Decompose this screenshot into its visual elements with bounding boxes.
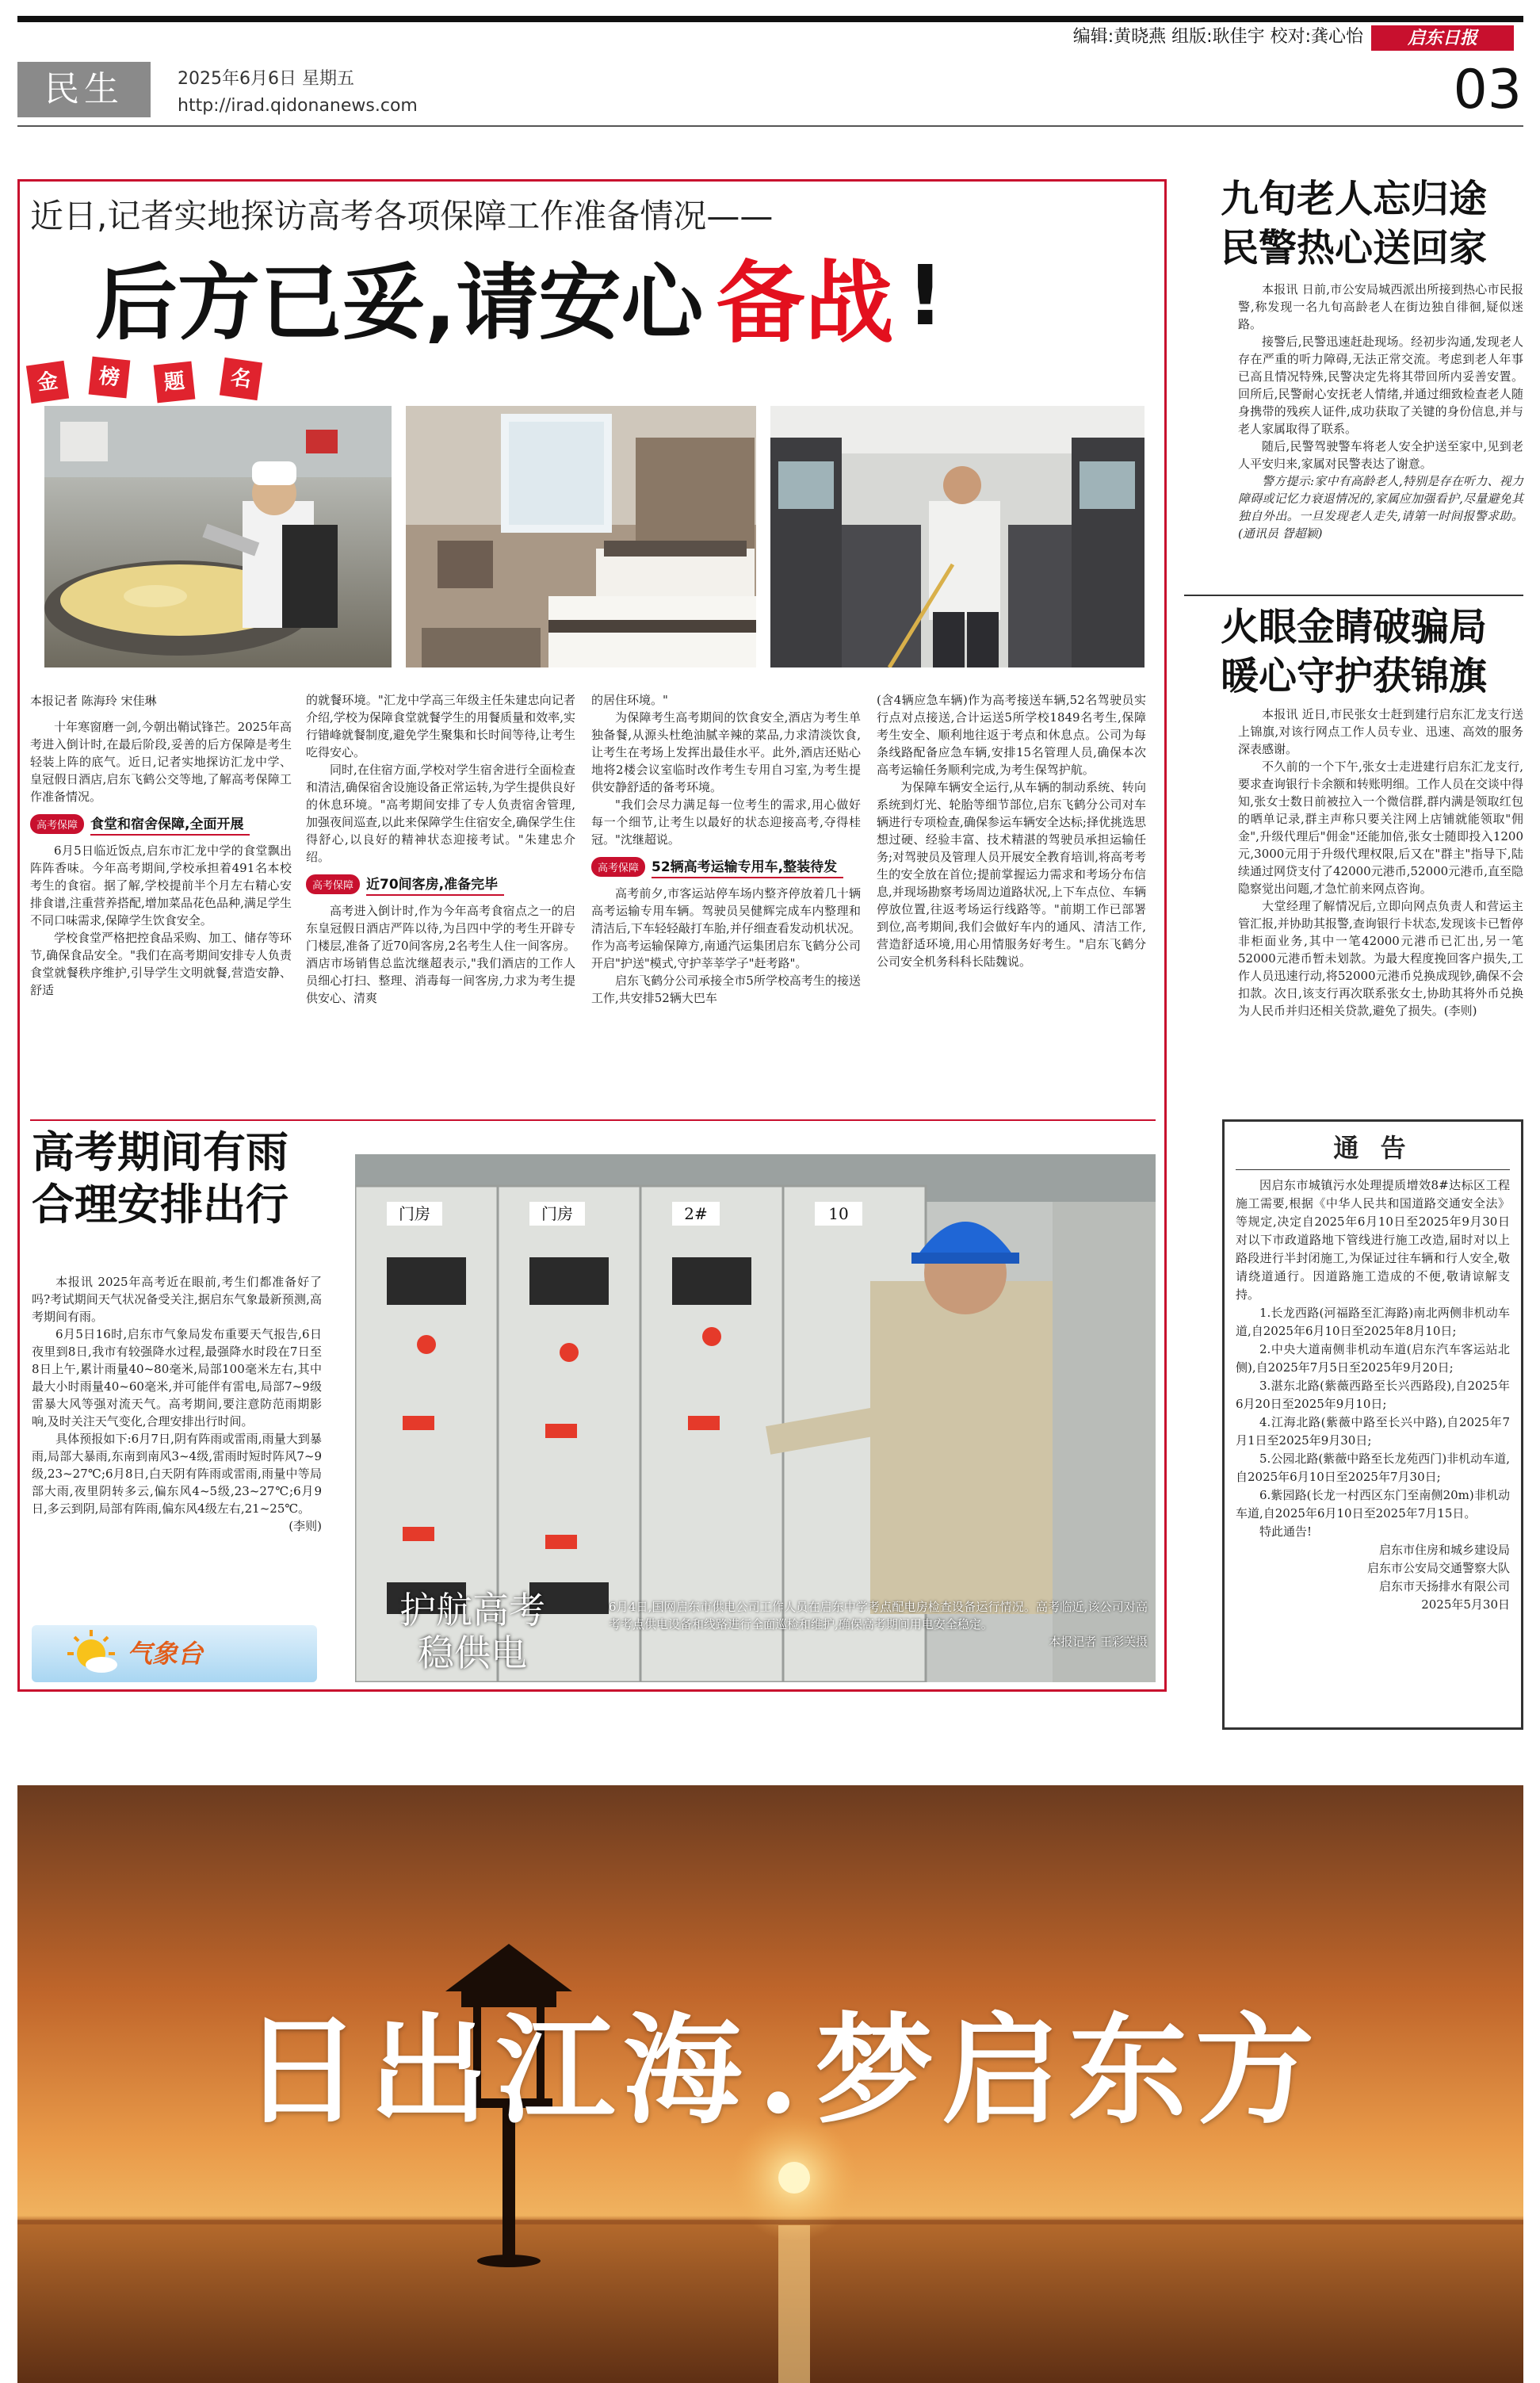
issue-date: 2025年6月6日 星期五	[178, 69, 354, 89]
rain-headline: 高考期间有雨 合理安排出行	[32, 1126, 289, 1230]
tag-row	[29, 358, 298, 404]
notice-rule	[1236, 1169, 1510, 1170]
notice-item: 4.江海北路(紫薇中路至长兴中路),自2025年7月1日至2025年9月30日;	[1236, 1415, 1510, 1448]
feature-paragraph: (含4辆应急车辆)作为高考接送车辆,52名驾驶员实行点对点接送,合计运送5所学校1849名考生,保障考生安全、顺利地往返于考点和休息点。公司为每条线路配备应急车辆,安排15名管理人员,确保本次高考运输任务顺利完成,为考生保驾护航。	[877, 693, 1146, 777]
feature-paragraph: 为保障车辆安全运行,从车辆的制动系统、转向系统到灯光、轮胎等细节部位,启东飞鹤分公司对车辆进行专项检查,确保参运车辆安全达标;择优挑选思想过硬、经验丰富、技术精湛的驾驶员承担运输任务;对驾驶员及管理人员开展安全教育培训,将高考考生的安全放在首位;提前掌握运力需求和考场分布信息,并现场勘察考场周边道路状况,上下车点位、车辆停放位置,往返考场运行线路等。"前期工作已部署到位,高考期间,我们会做好车内的通风、清洁工作,营造舒适环境,用心用情服务好考生。"启东飞鹤分公司安全机务科科长陆魏说。	[877, 780, 1146, 969]
sunrise-banner	[17, 1785, 1523, 2383]
canteen-photo-image	[44, 406, 392, 667]
notice-issuer: 启东市天扬排水有限公司	[1378, 1579, 1510, 1593]
tag-char: 榜	[89, 357, 131, 399]
header-rule	[17, 125, 1523, 127]
feature-paragraph: 高考进入倒计时,作为今年高考食宿点之一的启东皇冠假日酒店严阵以待,为吕四中学的考生开辟专门楼层,准备了近70间客房,2名考生人住一间客房。酒店市场销售总监沈继超表示,"我们酒店的工作人员细心打扫、整理、消毒每一间客房,力求为考生提供安心、清爽	[306, 904, 575, 1005]
site-url[interactable]: http://irad.qidonanews.com	[178, 96, 418, 116]
slogan-dot: .	[757, 2001, 808, 2140]
feature-paragraph: 的居住环境。"	[591, 693, 668, 707]
weather-logo-text: 气象台	[127, 1639, 204, 1669]
notice-issuer: 启东市住房和城乡建设局	[1378, 1543, 1510, 1557]
news1-paragraph: 本报讯 日前,市公安局城西派出所接到热心市民报警,称发现一名九旬高龄老人在街边独自徘徊,疑似迷路。	[1238, 282, 1523, 331]
page-number: 03	[1453, 59, 1522, 121]
feature-paragraph: "我们会尽力满足每一位考生的需求,用心做好每一个细节,让考生以最好的状态迎接高考,夺得桂冠。"沈继超说。	[591, 798, 861, 847]
banner-slogan	[128, 1999, 1436, 2142]
notice-issuer: 启东市公安局交通警察大队	[1366, 1561, 1510, 1575]
news1-paragraph: 接警后,民警迅速赶赴现场。经初步沟通,发现老人存在严重的听力障碍,无法正常交流。考虑到老人年事已高且情况特殊,民警决定先将其带回所内妥善安置。回所后,民警耐心安抚老人情绪,并通过细致检查老人随身携带的残疾人证件,成功获取了关键的身份信息,并与老人家属取得了联系。	[1238, 335, 1523, 436]
masthead-text: 启东日报	[1407, 28, 1477, 48]
notice-title: 通 告	[1333, 1133, 1412, 1163]
notice-intro: 因启东市城镇污水处理提质增效8#达标区工程施工需要,根据《中华人民共和国道路交通安全法》等规定,决定自2025年6月10日至2025年9月30日对以下市政道路地下管线进行施工改造,届时对以上路段进行半封闭施工,为保证过往车辆和行人安全,敬请绕道通行。因道路施工造成的不便,敬请谅解支持。	[1236, 1178, 1510, 1302]
feature-col-1	[30, 691, 292, 1104]
weather-logo	[32, 1625, 317, 1682]
feature-paragraph: 为保障考生高考期间的饮食安全,酒店为考生单独备餐,从源头杜绝油腻辛辣的菜品,力求清淡饮食,让考生在考场上发挥出最佳水平。此外,酒店还贴心地将2楼会议室临时改作考生专用自习室,为考生提供安静舒适的备考环境。	[591, 710, 861, 794]
power-overlay-title	[369, 1589, 575, 1676]
subheading-pill: 高考保障	[591, 857, 645, 877]
news2-paragraph: 不久前的一个下午,张女士走进建行启东汇龙支行,要求查询银行卡余额和转账明细。工作人员在交谈中得知,张女士数日前被拉入一个微信群,群内满是领取红包的晒单记录,群主声称只要关注网上店铺就能领取"佣金",升级代理后"佣金"还能加倍,张女士随即投入1200元,3000元用于升级代理权限,后又在"群主"指导下,陆续通过网贷支付了42000元港币,52000元港币,直至隐隐察觉出问题,才急忙前来网点咨询。	[1238, 759, 1524, 896]
slogan-right: 梦启东方	[815, 2001, 1323, 2140]
feature-paragraph: 的就餐环境。"汇龙中学高三年级主任朱建忠向记者介绍,学校为保障食堂就餐学生的用餐质量和效率,实行错峰就餐制度,避免学生聚集和长时间等待,让考生吃得安心。	[306, 693, 575, 759]
rain-body	[32, 1273, 322, 1614]
subheading-pill: 高考保障	[30, 814, 84, 834]
right-divider	[1184, 595, 1523, 596]
notice-item: 1.长龙西路(河福路至汇海路)南北两侧非机动车道,自2025年6月10日至2025年8月10日;	[1236, 1306, 1510, 1338]
feature-divider	[30, 1119, 1156, 1121]
cabinet-label: 2#	[672, 1202, 720, 1226]
editor-line: 编辑:黄晓燕 组版:耿佳宇 校对:龚心怡	[1072, 27, 1363, 47]
subheading	[30, 812, 292, 836]
subheading-text: 食堂和宿舍保障,全面开展	[90, 813, 250, 836]
masthead-logo	[1371, 25, 1514, 51]
subheading-text: 近70间客房,准备完毕	[366, 873, 504, 896]
rain-sign: (李则)	[289, 1519, 322, 1533]
notice-item: 6.紫园路(长龙一村西区东门至南侧20m)非机动车道,自2025年6月10日至2025年7月15日。	[1236, 1488, 1510, 1520]
power-credit: 本报记者 王彩芙摄	[1049, 1635, 1148, 1649]
feature-col-2	[306, 691, 575, 1104]
subheading	[306, 872, 575, 896]
headline-accent: 备战	[716, 251, 894, 355]
news2-headline: 火眼金睛破骗局 暖心守护获锦旗	[1220, 605, 1487, 698]
feature-col-3	[591, 691, 861, 1104]
cabinet-label: 门房	[387, 1202, 442, 1226]
section-name: 民生	[44, 69, 124, 109]
notice-date: 2025年5月30日	[1421, 1597, 1510, 1612]
power-caption	[609, 1598, 1148, 1677]
news2-paragraph: 大堂经理了解情况后,立即向网点负责人和营运主管汇报,并协助其报警,查询银行卡状态,发现该卡已暂停非柜面业务,其中一笔42000元港币已汇出,另一笔52000元港币暂未划款。为最大程度挽回客户损失,工作人员迅速行动,将52000元港币兑换成现钞,确保不会扣款。次日,该支行再次联系张女士,协助其将外币兑换为人民币并归还相关贷款,避免了损失。(李则)	[1238, 899, 1523, 1018]
rain-paragraph: 6月5日16时,启东市气象局发布重要天气报告,6日夜里到8日,我市有较强降水过程,最强降水时段在7日至8日上午,累计雨量40~80毫米,局部100毫米左右,其中最大小时雨量40~60毫米,并可能伴有雷电,局部7~9级雷暴大风等强对流天气。高考期间,要注意防范雨期影响,及时关注天气变化,合理安排出行时间。	[32, 1327, 322, 1429]
power-caption-text: 6月4日,国网启东市供电公司工作人员在启东中学考点配电房检查设备运行情况。高考临近,该公司对高考考点供电设备和线路进行全面巡检和维护,确保高考期间用电安全稳定。	[609, 1600, 1148, 1631]
feature-byline: 本报记者 陈海玲 宋佳琳	[30, 694, 157, 708]
canteen-photo	[44, 406, 392, 667]
notice-box	[1222, 1119, 1523, 1730]
power-photo	[355, 1154, 1156, 1682]
power-title-line: 护航高考	[399, 1589, 545, 1631]
feature-paragraph: 高考前夕,市客运站停车场内整齐停放着几十辆高考运输专用车辆。驾驶员吴健辉完成车内整理和清洁后,下车轻轻敲打车胎,并仔细查看发动机状况。作为高考运输保障方,南通汽运集团启东飞鹤分公司开启"护送"模式,守护莘莘学子"赶考路"。	[591, 886, 861, 970]
sun-icon	[63, 1628, 119, 1676]
hotel-room-photo	[406, 406, 756, 667]
feature-paragraph: 学校食堂严格把控食品采购、加工、储存等环节,确保食品安全。"我们在高考期间安排专人负责食堂就餐秩序维护,引导学生文明就餐,营造安静、舒适	[30, 931, 292, 997]
news2-body	[1238, 706, 1523, 1118]
tag-char: 金	[26, 361, 69, 404]
notice-item: 3.湛东北路(紫薇西路至长兴西路段),自2025年6月20日至2025年9月10日;	[1236, 1379, 1510, 1411]
cabinet-label: 门房	[529, 1202, 585, 1226]
bus-interior-image	[770, 406, 1144, 667]
feature-headline	[95, 244, 1125, 355]
news2-paragraph: 本报讯 近日,市民张女士赶到建行启东汇龙支行送上锦旗,对该行网点工作人员专业、迅速、高效的服务深表感谢。	[1238, 707, 1523, 756]
subheading	[591, 855, 861, 878]
feature-paragraph: 启东飞鹤分公司承接全市5所学校高考生的接送工作,共安排52辆大巴车	[591, 973, 861, 1005]
subheading-pill: 高考保障	[306, 874, 360, 894]
rain-paragraph: 本报讯 2025年高考近在眼前,考生们都准备好了吗?考试期间天气状况备受关注,据启东气象最新预测,高考期间有雨。	[32, 1275, 322, 1324]
section-label	[17, 62, 151, 117]
feature-kicker: 近日,记者实地探访高考各项保障工作准备情况——	[30, 197, 774, 235]
headline-main: 后方已妥,请安心	[95, 254, 704, 351]
news1-tip: 警方提示:家中有高龄老人,特别是存在听力、视力障碍或记忆力衰退情况的,家属应加强看护,尽量避免其独自外出。一旦发现老人走失,请第一时间报警求助。(通讯员 眢超颖)	[1238, 474, 1523, 541]
hotel-room-image	[406, 406, 756, 667]
notice-item: 5.公园北路(紫薇中路至长龙苑西门)非机动车道,自2025年6月10日至2025年7月30日;	[1236, 1452, 1510, 1484]
notice-end: 特此通告!	[1259, 1524, 1313, 1539]
news1-paragraph: 随后,民警驾驶警车将老人安全护送至家中,见到老人平安归来,家属对民警表达了谢意。	[1238, 439, 1523, 471]
rain-paragraph: 具体预报如下:6月7日,阴有阵雨或雷雨,雨量大到暴雨,局部大暴雨,东南到南风3~4级,雷雨时短时阵风7~9级,23~27℃;6月8日,白天阴有阵雨或雷雨,雨量中等局部大雨,夜里阴转多云,偏东风4~5级,23~27℃;6月9日,多云到阴,局部有阵雨,偏东风4级左右,21~25℃。	[32, 1432, 322, 1516]
bus-photo	[770, 406, 1144, 667]
power-title-line: 稳供电	[418, 1631, 527, 1674]
tag-char: 题	[154, 361, 196, 404]
notice-item: 2.中央大道南侧非机动车道(启东汽车客运站北侧),自2025年7月5日至2025年9月20日;	[1236, 1342, 1510, 1375]
feature-paragraph: 同时,在住宿方面,学校对学生宿舍进行全面检查和清洁,确保宿舍设施设备正常运转,为学生提供良好的休息环境。"高考期间安排了专人负责宿舍管理,加强夜间巡查,以此来保障学生住宿安全,确保学生住得舒心,以良好的精神状态迎接考试。"朱建忠介绍。	[306, 763, 575, 864]
cabinet-label: 10	[815, 1202, 862, 1226]
subheading-text: 52辆高考运输专用车,整装待发	[652, 855, 843, 878]
tag-char: 名	[220, 358, 262, 400]
news1-headline: 九旬老人忘归途 民警热心送回家	[1220, 177, 1487, 270]
feature-paragraph: 十年寒窗磨一剑,今朝出鞘试锋芒。2025年高考进入倒计时,在最后阶段,妥善的后方保障是考生轻装上阵的底气。近日,记者实地探访汇龙中学、皇冠假日酒店,启东飞鹤公交等地,了解高考保障工作准备情况。	[30, 720, 292, 804]
feature-paragraph: 6月5日临近饭点,启东市汇龙中学的食堂飘出阵阵香味。今年高考期间,学校承担着491名本校考生的食宿。据了解,学校提前半个月左右精心安排食谱,注重营养搭配,增加菜品花色品种,满足学生不同口味需求,保障学生饮食安全。	[30, 843, 292, 928]
top-rule	[17, 16, 1523, 22]
slogan-left: 日出江海	[242, 2001, 750, 2140]
feature-col-4	[877, 691, 1146, 1104]
headline-end: !	[906, 247, 944, 344]
news1-body	[1238, 281, 1523, 579]
